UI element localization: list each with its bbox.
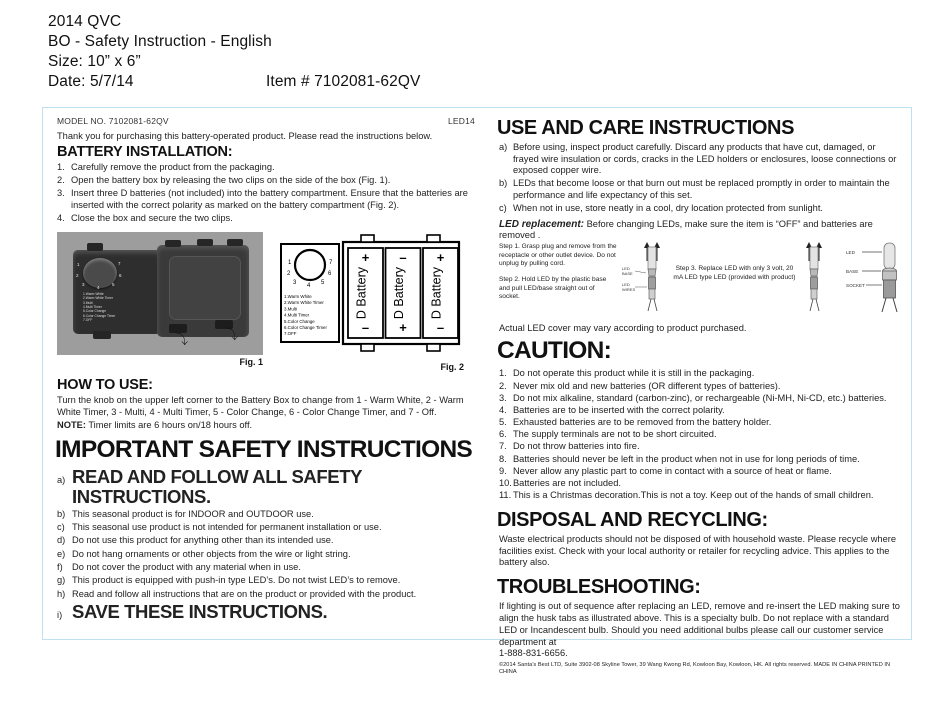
knob-number-1: 1 [77,262,80,268]
list-text: Batteries are not included. [512,478,621,489]
list-marker: a) [57,474,66,485]
knob-number-2: 2 [76,273,79,279]
box-tab-3 [197,239,213,246]
list-text: LEDs that become loose or that burn out must be replaced promptly in order to maintain the performance and life expectancy of this set. [512,178,890,200]
knob-number-6: 6 [119,273,122,279]
figure-1-wrapper [57,232,263,367]
list-marker: g) [57,575,66,586]
list-marker: 1. [57,162,65,172]
list-marker: e) [57,548,66,559]
battery-step-item [57,213,477,225]
battery-polarity-bottom: – [361,320,370,336]
svg-text:LED: LED [621,282,630,288]
timer-note-label: NOTE: [57,419,86,430]
safety-item [57,549,477,561]
svg-text:7: 7 [329,260,333,267]
list-text: This is a Christmas decoration.This is not a toy. Keep out of the hands of small children. [512,490,874,501]
list-text: Batteries are to be inserted with the correct polarity. [512,404,725,415]
led-step-2-text: Step 2. Hold LED by the plastic base and pull LED/base straight out of socket. [498,276,607,300]
battery-cell-label: D Battery [392,267,406,320]
battery-step-item [57,188,477,211]
led-replacement-label: LED replacement: [498,219,584,231]
list-text: Never allow any plastic part to come in contact with a source of heat or flame. [512,465,832,476]
caution-item [499,417,901,429]
knob-legend-entry: 2.Warm White Timer [83,296,113,301]
knob-number-5: 5 [112,282,115,288]
document-header [48,12,608,92]
list-marker: c) [498,202,507,213]
use-care-item [499,203,901,215]
led-replacement-diagram [499,243,901,321]
header-item-number: Item # 7102081-62QV [266,73,421,90]
timer-note-text: Timer limits are 6 hours on/18 hours off. [85,419,253,430]
thank-you-text: Thank you for purchasing this battery-operated product. Please read the instructions below. [57,131,433,141]
caution-item [499,429,901,441]
battery-polarity-top: – [399,250,407,266]
svg-text:5: 5 [321,280,325,287]
svg-text:6: 6 [328,271,332,278]
list-marker: c) [57,522,65,533]
knob-legend-entry: 1.Warm White [83,292,104,297]
list-text: Do not throw batteries into fire. [512,441,640,452]
safety-instructions-list [57,467,477,622]
svg-text:4: 4 [307,283,311,290]
safety-item [57,589,477,601]
list-text: When not in use, store neatly in a cool, dry location protected from sunlight. [512,202,824,213]
caution-item [499,490,901,502]
list-marker: 2. [498,380,507,391]
knob-legend-entry: 4.Multi Timer [284,312,310,318]
box-tab-5 [93,331,111,339]
figures-row [57,232,477,372]
knob-legend-entry: 5.Color Change [83,309,107,314]
knob-legend-entry: 7.OFF [83,317,93,322]
header-line-date-item [48,72,608,92]
battery-step-item [57,162,477,174]
timer-note [57,420,477,430]
figure-2-caption: Fig. 2 [440,362,464,373]
how-to-use-text: Turn the knob on the upper left corner to the Battery Box to change from 1 - Warm White, 2 - Warm White Timer, 3 - Multi, 4 - Multi Timer, 5 - Color Change, 6 - Color Change Timer, and 7 - Off. [57,395,464,417]
battery-box-photo [57,232,263,355]
actual-cover-note: Actual LED cover may vary according to product purchased. [498,323,747,334]
list-text: Do not use this product for anything other than its intended use. [72,535,334,546]
safety-item [57,602,477,622]
box-tab-4 [227,239,243,246]
clip-arrow-left: ⤵ [175,332,189,348]
header-line-title: BO - Safety Instruction - English [48,33,272,50]
use-and-care-heading: USE AND CARE INSTRUCTIONS [496,117,795,139]
battery-polarity-bottom: + [399,320,407,336]
list-marker: h) [57,588,66,599]
figure-1-caption: Fig. 1 [239,357,263,368]
list-marker: b) [498,178,508,189]
important-safety-heading: IMPORTANT SAFETY INSTRUCTIONS [55,435,473,463]
troubleshooting-text: If lighting is out of sequence after replacing an LED, remove and re-insert the LED making sure to align the husk tabs as illustrated above. This is a specialty bulb. Do not replace with a standard LED or Incandescent bulb. Should you need additional bulbs please call our customer service department at [498,601,900,647]
safety-item [57,522,477,534]
caution-item [499,405,901,417]
how-to-use-heading: HOW TO USE: [57,377,153,394]
customer-service-phone: 1-888-831-6656. [498,648,568,659]
troubleshooting-heading: TROUBLESHOOTING: [496,576,701,599]
led-extraction-illustration-left [621,241,673,315]
list-marker: f) [57,561,63,572]
instruction-panel [42,107,912,676]
right-column [483,116,901,676]
battery-polarity-top: + [436,250,445,266]
list-text: Do not operate this product while it is still in the packaging. [512,368,755,379]
list-text: Do not cover the product with any material when in use. [72,561,301,572]
list-marker: 1. [498,368,507,379]
box-tab-2 [165,240,181,247]
list-marker: 11. [498,490,512,501]
knob-legend-photo [83,292,115,322]
battery-installation-heading: BATTERY INSTALLATION: [57,144,233,160]
disposal-text: Waste electrical products should not be disposed of with household waste. Please recycle where facilities exist. Check with your local authority or retailer for recycling advice. This applies to the battery also. [498,533,897,568]
disposal-heading: DISPOSAL AND RECYCLING: [496,508,768,531]
left-column [53,116,483,635]
led-extraction-illustration-middle [799,241,839,315]
list-marker: 6. [498,429,507,440]
caution-item [499,478,901,490]
list-text: Close the box and secure the two clips. [71,212,233,223]
caution-item [499,393,901,405]
knob-legend-entry: 2.Warm White Timer [284,300,324,306]
list-text: Open the battery box by releasing the two clips on the side of the box (Fig. 1). [71,174,391,185]
knob-legend-entry: 4.Multi Timer [83,305,102,310]
led-code: LED14 [447,116,475,126]
battery-box-lid [169,256,241,320]
list-text: Batteries should never be left in the product when not in use for long periods of time. [512,453,860,464]
list-text: Carefully remove the product from the packaging. [71,162,275,172]
list-text: READ AND FOLLOW ALL SAFETY INSTRUCTIONS. [72,465,362,507]
use-care-item [499,178,901,201]
model-row [53,116,477,126]
list-marker: 10. [498,478,512,489]
battery-cell-label: D Battery [429,267,444,320]
battery-cell-label: D Battery [354,267,369,320]
list-marker: b) [57,508,66,519]
knob-number-3: 3 [82,282,85,288]
list-text: Exhausted batteries are to be removed from the battery holder. [512,417,772,428]
list-text: Before using, inspect product carefully. Discard any products that have cut, damaged, or frayed wire insulation or cords, cracks in the LED holders or enclosures, loose connections or exposed copper wire. [512,142,897,176]
svg-text:2: 2 [287,271,291,278]
knob-legend-entry: 3.Multi [284,306,297,312]
svg-text:BASE: BASE [621,271,633,277]
knob-legend-entry: 3.Multi [83,300,93,305]
safety-item [57,467,477,507]
knob-number-4: 4 [97,285,100,291]
knob-legend-entry: 1.Warm White [284,294,312,300]
led-replacement-note [499,219,901,240]
battery-step-item [57,175,477,187]
list-marker: 3. [498,392,507,403]
list-text: Never mix old and new batteries (OR different types of batteries). [512,380,781,391]
header-line-size: Size: 10” x 6” [48,53,141,70]
caution-item [499,381,901,393]
list-text: Do not mix alkaline, standard (carbon-zinc), or rechargeable (Ni-MH, Ni-CD, etc.) batteries. [512,392,887,403]
list-text: The supply terminals are not to be short circuited. [512,429,717,440]
list-marker: a) [498,142,508,152]
copyright-line: ©2014 Santa’s Best LTD, Suite 3902-08 Skyline Tower, 39 Wang Kwong Rd, Kowloon Bay, Kowloon, HK. All rights reserved. MADE IN CHINA PRINTED IN CHINA [498,662,891,676]
safety-item [57,575,477,587]
caution-list [499,368,901,501]
svg-text:LED: LED [621,266,630,272]
svg-text:1: 1 [288,260,292,267]
list-marker: 3. [57,187,65,198]
list-marker: 4. [57,212,65,223]
use-and-care-list [499,142,901,214]
battery-compartment-diagram [279,232,464,355]
list-text: Do not hang ornaments or other objects from the wire or light string. [72,548,351,559]
svg-text:SOCKET: SOCKET [845,283,865,289]
svg-text:WIRES: WIRES [621,287,636,293]
safety-item [57,509,477,521]
figure-2-wrapper [279,232,464,372]
use-care-item [499,142,901,177]
caution-heading: CAUTION: [496,337,612,365]
list-marker: 7. [498,441,507,452]
list-marker: 8. [498,453,507,464]
safety-item [57,562,477,574]
list-text: SAVE THESE INSTRUCTIONS. [72,600,328,622]
knob-legend-entry: 7.OFF [284,331,297,337]
clip-arrow-right: ⤵ [225,327,239,343]
list-marker: 2. [57,174,65,185]
list-text: This product is equipped with push-in type LED’s. Do not twist LED’s to remove. [72,575,401,586]
header-date: Date: 5/7/14 [48,73,134,90]
list-marker: 4. [498,404,507,415]
led-step-1-text: Step 1. Grasp plug and remove from the receptacle or other outlet device. Do not unplug by pulling cord. [498,243,617,267]
list-text: Insert three D batteries (not included) into the battery compartment. Ensure that the batteries are inserted with the correct polarity as marked on the battery compartment (Fig. 2). [71,187,468,210]
list-text: Read and follow all instructions that are on the product or provided with the product. [72,588,417,599]
caution-item [499,454,901,466]
header-line-year: 2014 QVC [48,13,122,30]
caution-item [499,368,901,380]
led-parts-illustration-right [844,241,916,317]
list-text: This seasonal product is for INDOOR and OUTDOOR use. [72,508,314,519]
led-replacement-text: Before changing LEDs, make sure the item is “OFF” and batteries are removed . [498,219,873,241]
caution-item [499,441,901,453]
safety-item [57,535,477,547]
list-marker: 9. [498,465,507,476]
model-number: MODEL NO. 7102081-62QV [57,116,169,126]
battery-polarity-top: + [361,250,370,266]
knob-legend-entry: 6.Color Change Timer [83,313,116,318]
battery-polarity-bottom: – [436,320,445,336]
svg-text:3: 3 [293,280,297,287]
svg-text:BASE: BASE [845,269,859,275]
svg-text:LED: LED [845,250,855,256]
box-tab-1 [87,243,103,251]
caution-item [499,466,901,478]
knob-number-7: 7 [118,261,121,267]
list-marker: i) [57,609,63,620]
knob-legend-entry: 5.Color Change [284,318,315,324]
list-marker: d) [57,535,66,546]
list-text: This seasonal use product is not intended for permanent installation or use. [72,522,382,533]
battery-steps-list [57,162,477,224]
led-step-3-text: Step 3. Replace LED with only 3 volt, 20 mA LED type LED (provided with product) [673,265,796,281]
list-marker: 5. [498,417,507,428]
knob-legend-entry: 6.Color Change Timer [284,325,327,331]
